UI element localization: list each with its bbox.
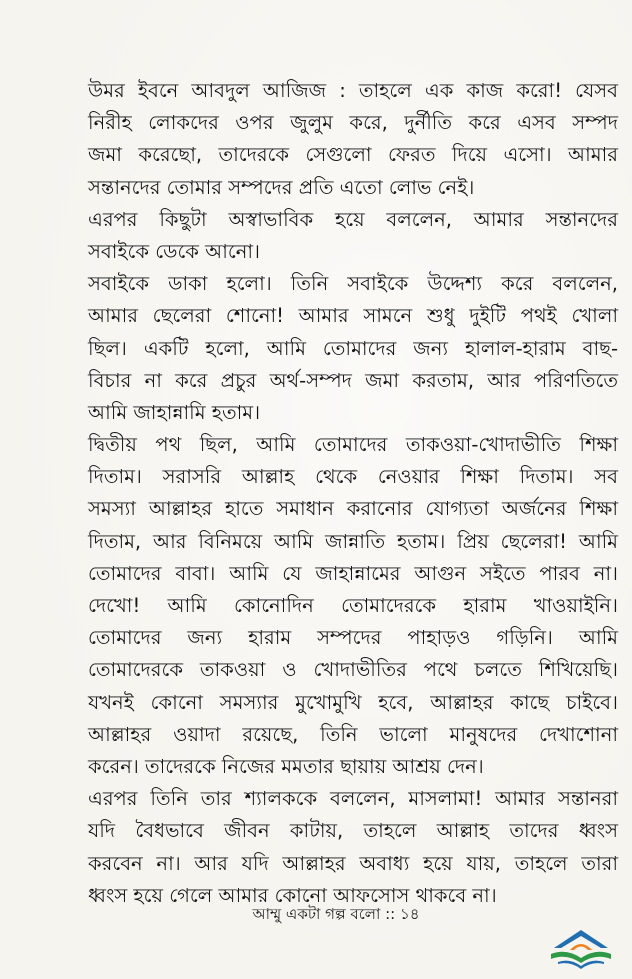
text-line: বিচার না করে প্রচুর অর্থ-সম্পদ জমা করতাম, আর পরিণতিতে bbox=[88, 368, 618, 392]
text-line: এরপর কিছুটা অস্বাভাবিক হয়ে বললেন, আমার সন্তানদের bbox=[88, 207, 618, 231]
text-line: দিতাম। সরাসরি আল্লাহ থেকে নেওয়ার শিক্ষা দিতাম। সব bbox=[88, 465, 618, 489]
text-line: ধ্বংস হয়ে গেলে আমার কোনো আফসোস থাকবে না। bbox=[88, 883, 497, 907]
footer-text bbox=[253, 904, 420, 924]
text-line: তোমাদের জন্য হারাম সম্পদের পাহাড়ও গড়িনি। আমি bbox=[88, 626, 618, 650]
text-line: এরপর তিনি তার শ্যালককে বললেন, মাসলামা! আমার সন্তানরা bbox=[88, 787, 618, 811]
text-line: জমা করেছো, তাদেরকে সেগুলো ফেরত দিয়ে এসো। আমার bbox=[88, 143, 618, 167]
text-line: দিতাম, আর বিনিময়ে আমি জান্নাতি হতাম। প্রিয় ছেলেরা! আমি bbox=[88, 529, 618, 553]
publisher-logo-icon bbox=[548, 926, 614, 970]
text-line: যখনই কোনো সমস্যার মুখোমুখি হবে, আল্লাহর কাছে চাইবে। bbox=[88, 690, 618, 714]
text-line: তোমাদের বাবা। আমি যে জাহান্নামের আগুন সইতে পারব না। bbox=[88, 561, 618, 585]
text-line: আল্লাহর ওয়াদা রয়েছে, তিনি ভালো মানুষদের দেখাশোনা bbox=[88, 722, 618, 746]
paragraph bbox=[88, 268, 618, 429]
paragraph bbox=[88, 783, 618, 912]
text-line: সমস্যা আল্লাহর হাতে সমাধান করানোর যোগ্যতা অর্জনের শিক্ষা bbox=[88, 497, 618, 521]
running-title: আম্মু একটা গল্প বলো bbox=[252, 905, 381, 923]
text-line: যদি বৈধভাবে জীবন কাটায়, তাহলে আল্লাহ তাদের ধ্বংস bbox=[88, 819, 618, 843]
paragraph bbox=[88, 75, 618, 204]
text-line: আমার ছেলেরা শোনো! আমার সামনে শুধু দুইটি পথই খোলা bbox=[88, 304, 618, 328]
paragraph bbox=[88, 204, 618, 268]
footer-separator: :: bbox=[385, 905, 396, 923]
text-line: দেখো! আমি কোনোদিন তোমাদেরকে হারাম খাওয়াইনি। bbox=[88, 594, 618, 617]
text-line: নিরীহ লোকদের ওপর জুলুম করে, দুর্নীতি করে এসব সম্পদ bbox=[88, 111, 618, 135]
logo-sun bbox=[570, 944, 592, 950]
text-line: সবাইকে ডাকা হলো। তিনি সবাইকে উদ্দেশ্য করে বললেন, bbox=[88, 272, 618, 296]
page-footer bbox=[0, 904, 632, 924]
text-line: ছিল। একটি হলো, আমি তোমাদের জন্য হালাল-হারাম বাছ- bbox=[88, 336, 618, 360]
text-line: উমর ইবনে আবদুল আজিজ : তাহলে এক কাজ করো! যেসব bbox=[88, 79, 618, 102]
body-text bbox=[88, 75, 618, 912]
text-line: সবাইকে ডেকে আনো। bbox=[88, 239, 260, 263]
text-line: তোমাদেরকে তাকওয়া ও খোদাভীতির পথে চলতে শিখিয়েছি। bbox=[88, 658, 618, 682]
text-line: করেন। তাদেরকে নিজের মমতার ছায়ায় আশ্রয় দেন। bbox=[88, 754, 484, 778]
paragraph bbox=[88, 429, 618, 783]
page-number: ১৪ bbox=[400, 905, 420, 923]
text-line: আমি জাহান্নামি হতাম। bbox=[88, 400, 261, 424]
text-line: করবেন না। আর যদি আল্লাহর অবাধ্য হয়ে যায়, তাহলে তারা bbox=[88, 851, 618, 875]
text-line: সন্তানদের তোমার সম্পদের প্রতি এতো লোভ নেই। bbox=[88, 175, 475, 199]
text-line: দ্বিতীয় পথ ছিল, আমি তোমাদের তাকওয়া-খোদাভীতি শিক্ষা bbox=[88, 433, 618, 457]
